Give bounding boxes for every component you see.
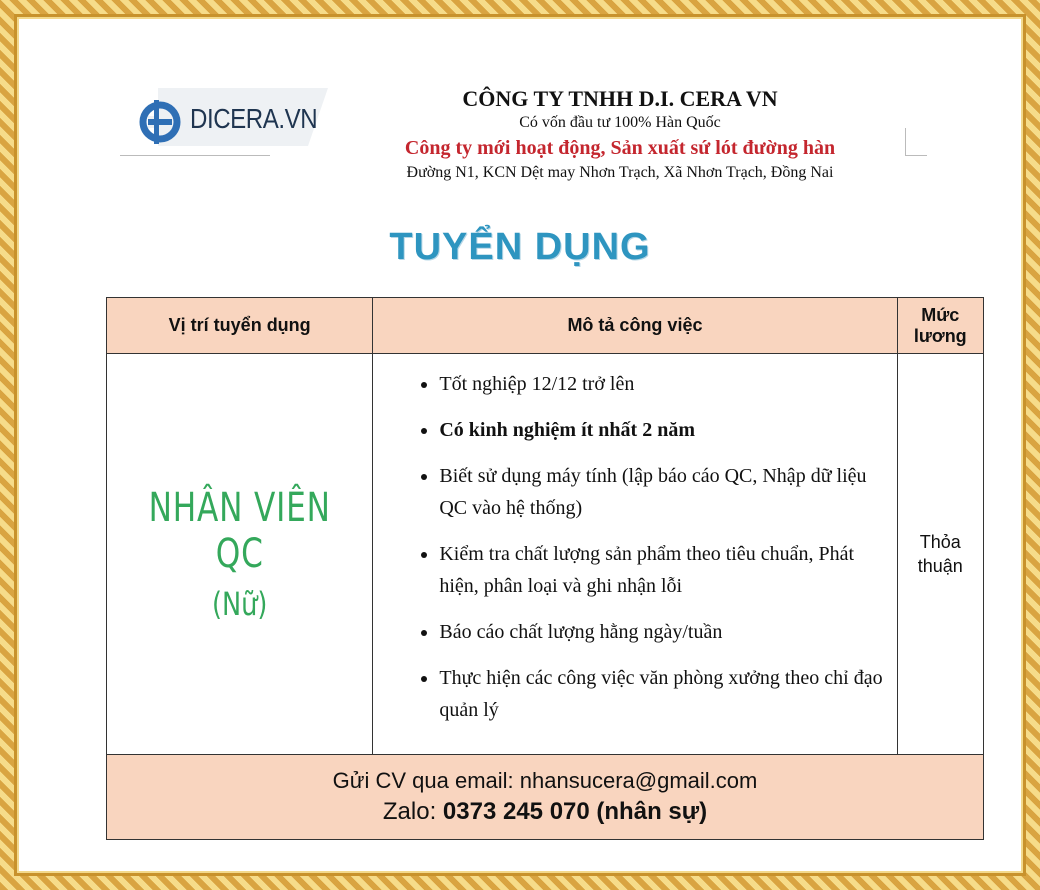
requirements-list xyxy=(409,368,886,726)
zalo-line xyxy=(108,798,982,826)
position-title: NHÂN VIÊN QC xyxy=(148,485,331,577)
list-item: • Thực hiện các công việc văn phòng xưởng theo chỉ đạo quản lý xyxy=(439,662,886,726)
footer-row xyxy=(107,755,984,840)
description-cell xyxy=(373,354,897,755)
page-title: TUYỂN DỤNG xyxy=(389,226,651,268)
list-item: • Tốt nghiệp 12/12 trở lên xyxy=(439,368,886,400)
company-address: Đường N1, KCN Dệt may Nhơn Trạch, Xã Nhơn Trạch, Đồng Nai xyxy=(406,164,834,181)
header-description: Mô tả công việc xyxy=(373,298,897,354)
logo-text: DICERA.VN xyxy=(190,103,318,134)
table-row xyxy=(107,354,984,755)
list-item: • Có kinh nghiệm ít nhất 2 năm xyxy=(439,414,886,446)
email-line: Gửi CV qua email: nhansucera@gmail.com xyxy=(332,768,758,793)
job-table xyxy=(106,297,984,840)
company-tagline: Công ty mới hoạt động, Sản xuất sứ lót đường hàn xyxy=(404,137,836,159)
header-salary: Mức lương xyxy=(897,298,983,354)
zalo-number: 0373 245 070 (nhân sự) xyxy=(442,798,708,825)
position-gender: (Nữ) xyxy=(211,585,268,623)
list-item: • Kiểm tra chất lượng sản phẩm theo tiêu chuẩn, Phát hiện, phân loại và ghi nhận lỗi xyxy=(439,538,886,602)
header-position: Vị trí tuyển dụng xyxy=(107,298,373,354)
investment-note: Có vốn đầu tư 100% Hàn Quốc xyxy=(519,114,721,131)
zalo-label: Zalo: xyxy=(382,798,437,825)
contact-cell xyxy=(107,755,984,840)
divider-left xyxy=(120,155,270,156)
list-item: • Báo cáo chất lượng hằng ngày/tuần xyxy=(439,616,886,648)
company-name: CÔNG TY TNHH D.I. CERA VN xyxy=(462,86,778,111)
salary-cell: Thỏa thuận xyxy=(897,354,983,755)
position-cell xyxy=(107,354,373,755)
table-header-row xyxy=(107,298,984,354)
list-item: • Biết sử dụng máy tính (lập báo cáo QC, Nhập dữ liệu QC vào hệ thống) xyxy=(439,460,886,524)
